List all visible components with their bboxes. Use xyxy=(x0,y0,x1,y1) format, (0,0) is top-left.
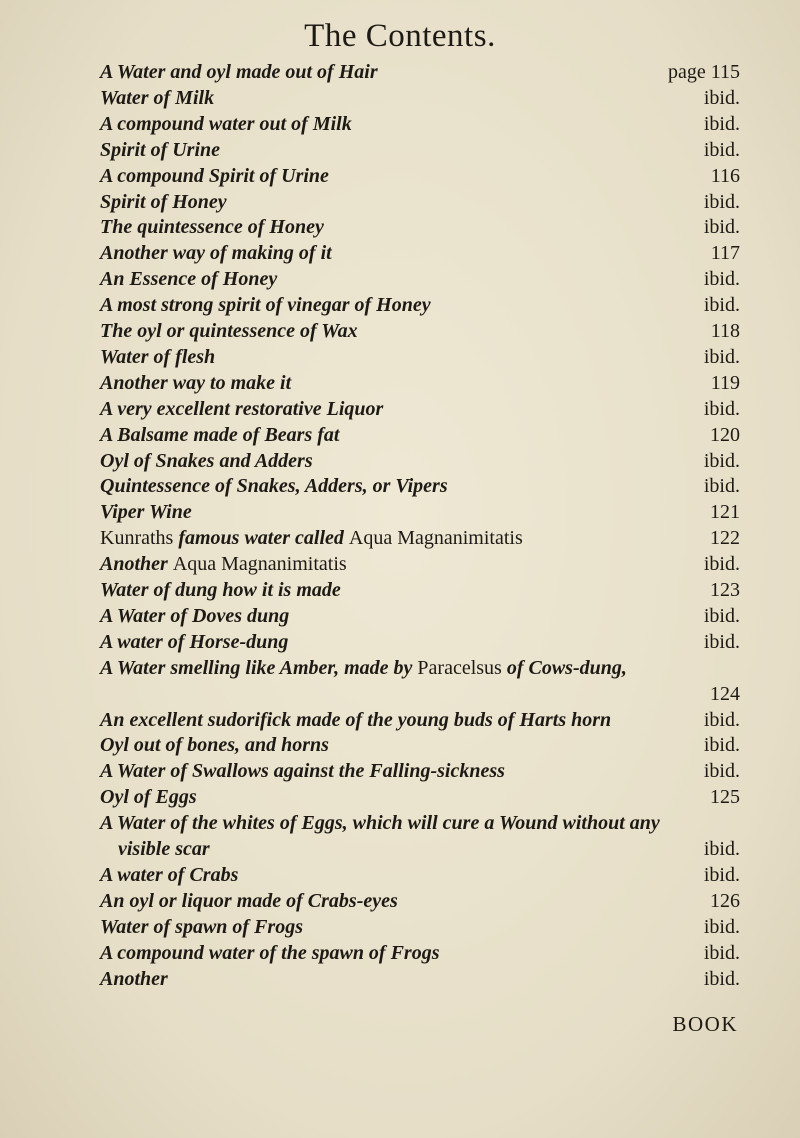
contents-entry xyxy=(100,811,740,835)
entry-page: ibid. xyxy=(703,915,740,938)
entry-title: Spirit of Honey xyxy=(100,190,227,213)
entry-title: Quintessence of Snakes, Adders, or Vipers xyxy=(100,475,448,498)
entry-title: An Essence of Honey xyxy=(100,268,278,291)
contents-entry xyxy=(100,733,740,757)
contents-entry xyxy=(100,345,740,369)
entry-page: ibid. xyxy=(703,216,740,239)
contents-entry xyxy=(100,474,740,498)
entry-page: ibid. xyxy=(703,345,740,368)
contents-entry xyxy=(100,682,740,706)
entry-title: Water of Milk xyxy=(100,86,215,109)
contents-entry xyxy=(100,112,740,136)
contents-entry xyxy=(100,578,740,602)
entry-page: ibid. xyxy=(703,190,740,213)
entry-page: 125 xyxy=(710,786,740,809)
entry-title: visible scar xyxy=(118,838,210,860)
entry-title xyxy=(100,552,347,576)
entry-title-italic: Another xyxy=(100,553,173,576)
contents-entry xyxy=(100,60,740,84)
entry-page: 122 xyxy=(710,527,740,550)
entry-title: A water of Crabs xyxy=(100,863,239,886)
contents-entry xyxy=(100,293,740,317)
contents-entry xyxy=(100,449,740,473)
entry-title: Water of spawn of Frogs xyxy=(100,915,303,938)
entry-page: ibid. xyxy=(703,553,740,576)
entry-title: A Water and oyl made out of Hair xyxy=(100,61,378,83)
entry-page: 120 xyxy=(710,423,740,446)
entry-title: Another way to make it xyxy=(100,371,292,394)
entry-page: ibid. xyxy=(703,449,740,472)
entry-page: 117 xyxy=(710,242,740,265)
entry-page: ibid. xyxy=(703,268,740,291)
entry-page: 126 xyxy=(710,889,740,912)
contents-entry xyxy=(100,759,740,783)
contents-entry xyxy=(100,656,740,680)
contents-entry xyxy=(100,552,740,576)
entry-title: A very excellent restorative Liquor xyxy=(100,397,384,420)
contents-entry xyxy=(100,423,740,447)
entry-page: 118 xyxy=(710,320,740,342)
entry-page: ibid. xyxy=(703,863,740,886)
entry-title: Viper Wine xyxy=(100,501,192,524)
catchword: BOOK xyxy=(672,1012,738,1036)
entry-title: A Water of the whites of Eggs, which will cure a Wound without any xyxy=(100,812,660,835)
contents-entry xyxy=(100,86,740,110)
entry-title: The oyl or quintessence of Wax xyxy=(100,320,358,342)
contents-entry xyxy=(100,604,740,628)
entry-page: page 115 xyxy=(667,61,740,83)
entry-title: An excellent sudorifick made of the young buds of Harts horn xyxy=(100,708,612,731)
entry-title: Another way of making of it xyxy=(100,242,332,265)
entry-title: A compound water out of Milk xyxy=(100,112,352,135)
contents-entry xyxy=(100,267,740,291)
contents-entry xyxy=(100,708,740,732)
entry-page: ibid. xyxy=(703,630,740,653)
contents-entry xyxy=(100,941,740,965)
contents-entry xyxy=(100,164,740,188)
entry-page: 119 xyxy=(710,371,740,394)
entry-page: ibid. xyxy=(703,760,740,783)
entry-page: ibid. xyxy=(703,138,740,161)
contents-entry xyxy=(100,371,740,395)
entry-page: ibid. xyxy=(703,838,740,860)
entry-title-roman: Paracelsus xyxy=(417,656,502,679)
contents-entry xyxy=(100,889,740,913)
entry-title-roman: Aqua Magnanimitatis xyxy=(348,527,523,550)
entry-title: A water of Horse-dung xyxy=(100,630,289,653)
entry-title xyxy=(100,656,627,680)
page-title: The Contents. xyxy=(304,18,496,54)
contents-entry xyxy=(100,215,740,239)
entry-title: Oyl out of bones, and horns xyxy=(100,734,329,757)
contents-entry xyxy=(100,397,740,421)
entry-page: 123 xyxy=(710,579,740,601)
entry-title: A most strong spirit of vinegar of Honey xyxy=(100,294,431,317)
entry-title-italic: famous water called xyxy=(178,527,349,550)
contents-entry xyxy=(100,785,740,809)
entry-title-italic: A Water smelling like Amber, made by xyxy=(100,656,418,679)
contents-entry xyxy=(100,526,740,550)
entry-title: A compound Spirit of Urine xyxy=(100,164,329,187)
entry-title: Oyl of Snakes and Adders xyxy=(100,449,313,472)
contents-entry xyxy=(100,138,740,162)
entry-page: ibid. xyxy=(703,112,740,135)
entry-title-roman: Aqua Magnanimitatis xyxy=(172,553,347,576)
contents-entry xyxy=(100,500,740,524)
entry-page: ibid. xyxy=(703,604,740,627)
contents-entry xyxy=(100,630,740,654)
entry-page: 116 xyxy=(710,164,740,187)
contents-entry xyxy=(100,915,740,939)
entry-page: 124 xyxy=(710,682,740,705)
entry-title: Water of dung how it is made xyxy=(100,579,341,601)
entry-page: ibid. xyxy=(703,734,740,757)
entry-title: A Balsame made of Bears fat xyxy=(100,423,340,446)
contents-entry xyxy=(100,967,740,991)
contents-entry xyxy=(100,837,740,861)
entry-page: 121 xyxy=(710,501,740,524)
entry-title: Oyl of Eggs xyxy=(100,786,197,809)
contents-entry xyxy=(100,863,740,887)
entry-title xyxy=(100,526,523,550)
contents-entry xyxy=(100,190,740,214)
entry-page: ibid. xyxy=(703,475,740,498)
entry-page: ibid. xyxy=(703,294,740,317)
entry-title-roman: Kunraths xyxy=(100,527,179,550)
entry-title: Another xyxy=(100,967,168,990)
contents-entry xyxy=(100,241,740,265)
entry-title: The quintessence of Honey xyxy=(100,216,324,239)
entry-title: An oyl or liquor made of Crabs-eyes xyxy=(100,889,398,912)
entry-page: ibid. xyxy=(703,941,740,964)
entry-title-italic: of Cows-dung, xyxy=(501,656,627,679)
entry-page: ibid. xyxy=(703,708,740,731)
entry-title: A Water of Doves dung xyxy=(100,604,290,627)
entry-page: ibid. xyxy=(703,397,740,420)
entry-title: Spirit of Urine xyxy=(100,138,221,161)
entry-title: A Water of Swallows against the Falling-sickness xyxy=(100,760,505,783)
entry-page: ibid. xyxy=(703,86,740,109)
entry-title: Water of flesh xyxy=(100,345,216,368)
entry-page: ibid. xyxy=(703,967,740,990)
entry-title: A compound water of the spawn of Frogs xyxy=(100,941,440,964)
contents-entry xyxy=(100,319,740,343)
